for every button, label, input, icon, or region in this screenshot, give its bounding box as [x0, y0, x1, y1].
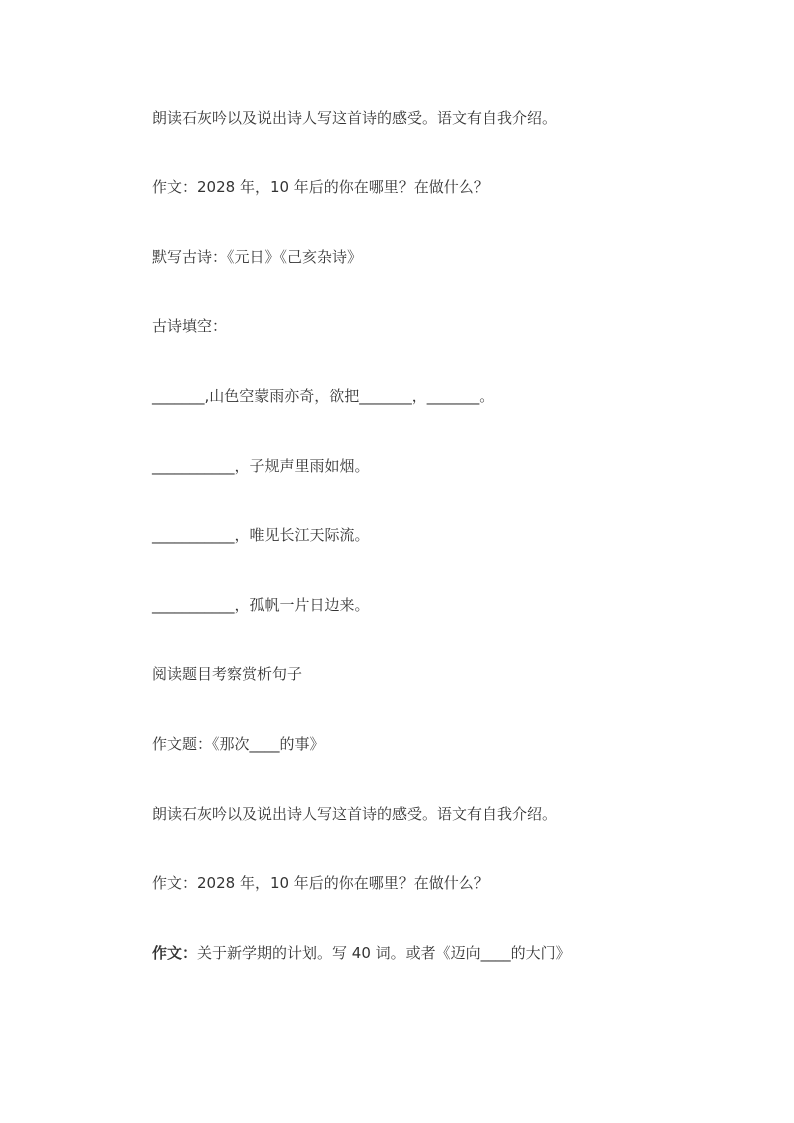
- paragraph-poem-fill-3: ___________，唯见长江天际流。: [152, 526, 370, 544]
- paragraph-poem-fill-2: ___________，子规声里雨如烟。: [152, 457, 370, 475]
- essay-plan-text: 关于新学期的计划。写 40 词。或者《迈向____的大门》: [197, 944, 571, 962]
- paragraph-dictation: 默写古诗：《元日》《己亥杂诗》: [152, 248, 363, 266]
- paragraph-reading-question: 阅读题目考察赏析句子: [152, 665, 303, 683]
- paragraph-poem-fill-1: _______,山色空蒙雨亦奇，欲把_______，_______。: [152, 387, 495, 405]
- paragraph-essay-2028-repeat: 作文：2028 年，10 年后的你在哪里？在做什么？: [152, 874, 489, 892]
- paragraph-poem-fill-4: ___________，孤帆一片日边来。: [152, 596, 370, 614]
- essay-label: 作文：: [152, 944, 198, 962]
- paragraph-essay-title: 作文题：《那次____的事》: [152, 735, 325, 753]
- paragraph-poem-fill-heading: 古诗填空：: [152, 317, 228, 335]
- paragraph-essay-plan: [152, 943, 571, 963]
- paragraph-reading-task: 朗读石灰吟以及说出诗人写这首诗的感受。语文有自我介绍。: [152, 109, 558, 127]
- paragraph-essay-2028: 作文：2028 年，10 年后的你在哪里？在做什么？: [152, 178, 489, 196]
- paragraph-reading-task-repeat: 朗读石灰吟以及说出诗人写这首诗的感受。语文有自我介绍。: [152, 805, 558, 823]
